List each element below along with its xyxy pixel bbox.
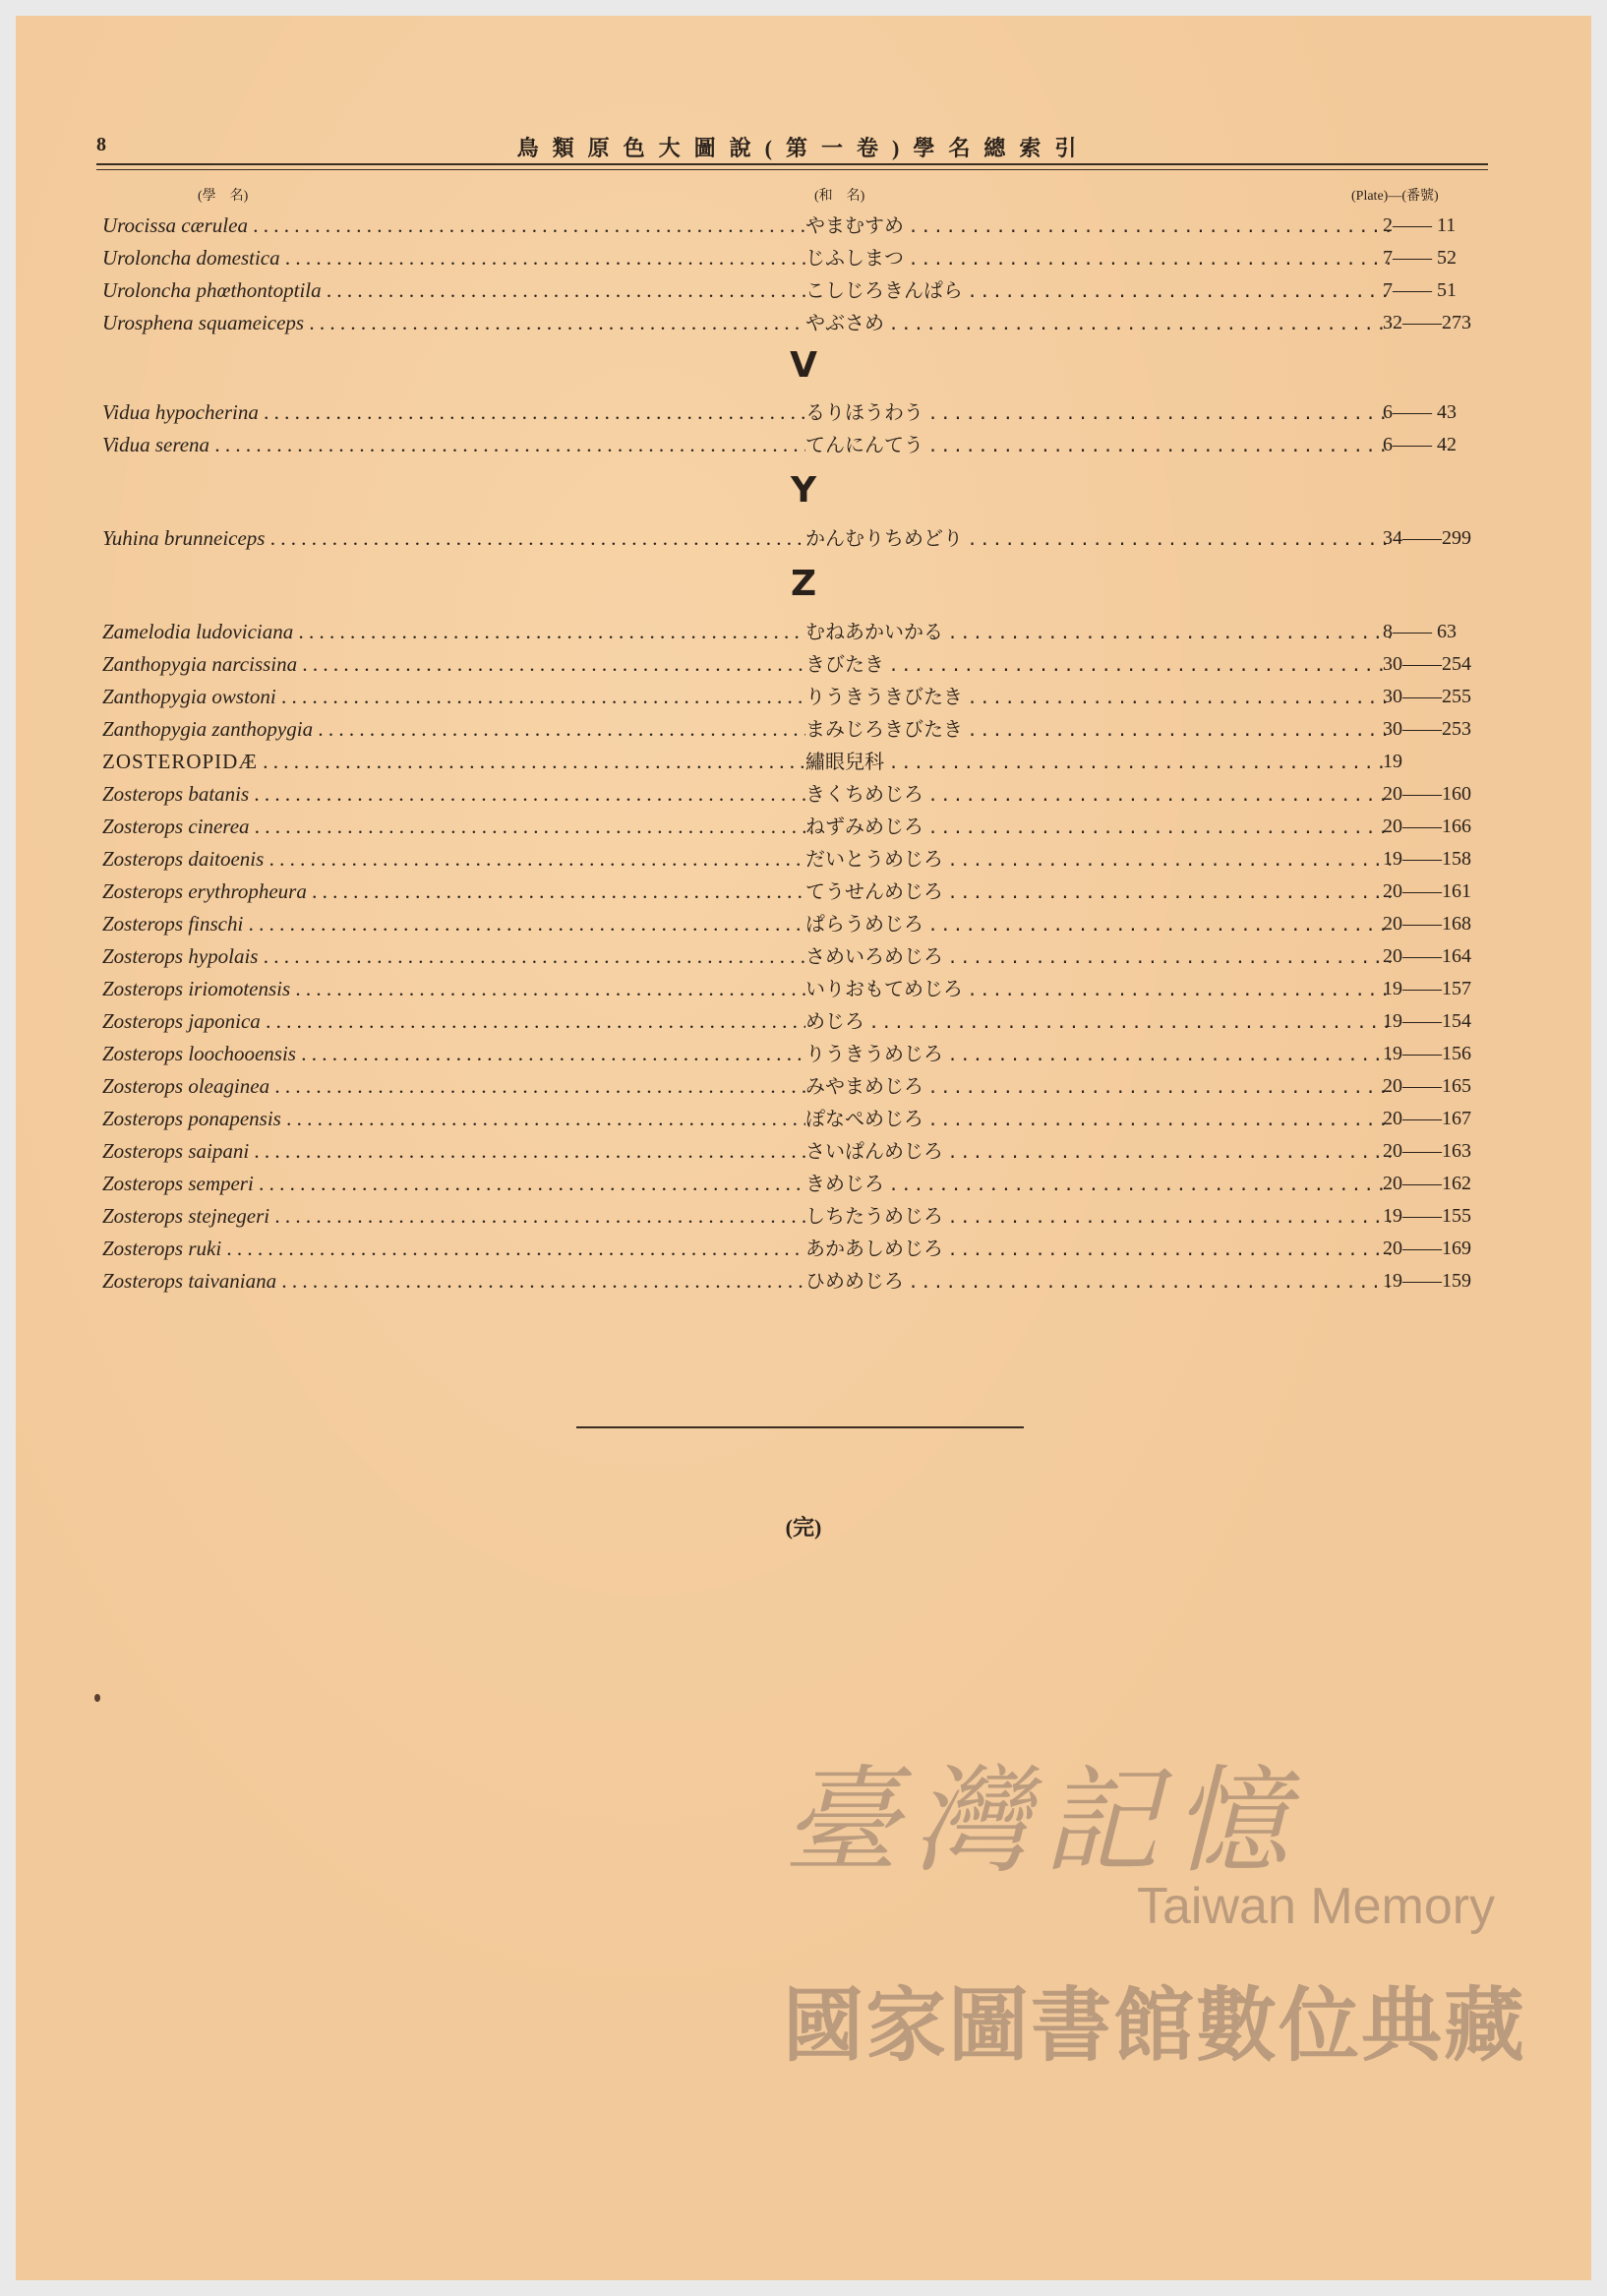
end-mark: (完): [785, 1515, 822, 1540]
japanese-name: りうきうめじろ . . .: [805, 1039, 1391, 1068]
watermark-calligraphy: 臺灣記憶: [783, 1753, 1303, 1889]
plate-reference: 19——159: [1383, 1270, 1471, 1292]
plate-reference: 8—— 63: [1383, 621, 1457, 642]
plate-reference: 19——156: [1383, 1043, 1471, 1064]
japanese-name: るりほうわう . . .: [805, 397, 1391, 427]
scientific-name: Urocissa cærulea . . .: [102, 211, 805, 240]
scientific-name: Zanthopygia zanthopygia . . .: [102, 714, 805, 744]
scientific-name: Zosterops erythropheura . . .: [102, 876, 805, 906]
header-rule: [96, 163, 1488, 165]
japanese-name: しちたうめじろ . . .: [805, 1201, 1391, 1231]
japanese-name: きびたき . . .: [805, 649, 1391, 679]
index-entry: [102, 682, 1491, 711]
index-entry: [102, 617, 1491, 646]
scientific-name: Zosterops iriomotensis . . .: [102, 974, 805, 1003]
index-entry: [102, 909, 1491, 938]
plate-reference: 20——163: [1383, 1140, 1471, 1162]
scientific-name: Zosterops cinerea . . .: [102, 812, 805, 841]
scientific-name: Zosterops oleaginea . . .: [102, 1071, 805, 1101]
index-entry: [102, 1201, 1491, 1231]
plate-reference: 30——254: [1383, 653, 1471, 675]
japanese-name: じふしまつ . . .: [805, 243, 1391, 272]
family-name: ZOSTEROPIDÆ . . .: [102, 747, 805, 776]
plate-reference: 20——168: [1383, 913, 1471, 935]
scientific-name: Vidua hypocherina . . .: [102, 397, 805, 427]
index-page: [16, 16, 1591, 2280]
japanese-name: やぶさめ . . .: [805, 308, 1391, 337]
scientific-name: Zosterops japonica . . .: [102, 1006, 805, 1036]
index-entry: [102, 779, 1491, 809]
index-entry: [102, 1234, 1491, 1263]
scientific-name: Zosterops hypolais . . .: [102, 941, 805, 971]
scientific-name: Zosterops ruki . . .: [102, 1234, 805, 1263]
index-entry: [102, 1006, 1491, 1036]
japanese-name: ぽなぺめじろ . . .: [805, 1104, 1391, 1133]
scientific-name: Zosterops semperi . . .: [102, 1169, 805, 1198]
japanese-name: てうせんめじろ . . .: [805, 876, 1391, 906]
plate-reference: 20——165: [1383, 1075, 1471, 1097]
japanese-name: ねずみめじろ . . .: [805, 812, 1391, 841]
plate-reference: 30——253: [1383, 718, 1471, 740]
header-rule-thin: [96, 169, 1488, 170]
scientific-name: Zosterops loochooensis . . .: [102, 1039, 805, 1068]
section-letter-y: Y: [790, 470, 817, 511]
plate-reference: 2—— 11: [1383, 214, 1457, 236]
scientific-name: Zosterops taivaniana . . .: [102, 1266, 805, 1296]
scientific-name: Urosphena squameiceps . . .: [102, 308, 805, 337]
japanese-name: まみじろきびたき . . .: [805, 714, 1391, 744]
end-rule: [576, 1426, 1024, 1428]
scientific-name: Zosterops stejnegeri . . .: [102, 1201, 805, 1231]
scientific-name: Vidua serena . . .: [102, 430, 805, 459]
index-entry: [102, 1104, 1491, 1133]
scientific-name: Zosterops daitoenis . . .: [102, 844, 805, 874]
plate-reference: 20——162: [1383, 1173, 1471, 1194]
plate-reference: 34——299: [1383, 527, 1471, 549]
column-header-plate: (Plate)—(番號): [1351, 189, 1439, 204]
ink-speck: [94, 1694, 100, 1702]
index-entry: [102, 812, 1491, 841]
watermark-english: Taiwan Memory: [1137, 1878, 1496, 1935]
plate-reference: 6—— 43: [1383, 401, 1457, 423]
plate-reference: 19: [1383, 751, 1402, 772]
plate-reference: 19——155: [1383, 1205, 1471, 1227]
column-header-japanese: (和 名): [814, 189, 865, 204]
index-entry: [102, 308, 1491, 337]
scientific-name: Zosterops ponapensis . . .: [102, 1104, 805, 1133]
plate-reference: 20——161: [1383, 880, 1471, 902]
scientific-name: Yuhina brunneiceps . . .: [102, 523, 805, 553]
plate-reference: 20——169: [1383, 1238, 1471, 1259]
scientific-name: Uroloncha domestica . . .: [102, 243, 805, 272]
plate-reference: 20——160: [1383, 783, 1471, 805]
japanese-name: めじろ . . .: [805, 1006, 1391, 1036]
japanese-name: みやまめじろ . . .: [805, 1071, 1391, 1101]
index-entry: [102, 649, 1491, 679]
japanese-name: さめいろめじろ . . .: [805, 941, 1391, 971]
japanese-name: こしじろきんぱら . . .: [805, 275, 1391, 305]
japanese-name: てんにんてう . . .: [805, 430, 1391, 459]
plate-reference: 20——167: [1383, 1108, 1471, 1129]
index-entry: [102, 1169, 1491, 1198]
plate-reference: 19——154: [1383, 1010, 1471, 1032]
japanese-name: かんむりちめどり . . .: [805, 523, 1391, 553]
page-number: 8: [96, 134, 106, 155]
index-entry: [102, 941, 1491, 971]
scientific-name: Zosterops finschi . . .: [102, 909, 805, 938]
japanese-name: さいぱんめじろ . . .: [805, 1136, 1391, 1166]
japanese-name: やまむすめ . . .: [805, 211, 1391, 240]
japanese-name: ひめめじろ . . .: [805, 1266, 1391, 1296]
column-header-scientific: (學 名): [198, 189, 249, 204]
index-entry: [102, 974, 1491, 1003]
index-entry: [102, 275, 1491, 305]
plate-reference: 20——166: [1383, 816, 1471, 837]
scientific-name: Zanthopygia narcissina . . .: [102, 649, 805, 679]
japanese-name: あかあしめじろ . . .: [805, 1234, 1391, 1263]
index-entry: [102, 844, 1491, 874]
index-entry: [102, 397, 1491, 427]
scientific-name: Zanthopygia owstoni . . .: [102, 682, 805, 711]
scientific-name: Zosterops saipani . . .: [102, 1136, 805, 1166]
japanese-name: だいとうめじろ . . .: [805, 844, 1391, 874]
plate-reference: 19——157: [1383, 978, 1471, 999]
index-entry: [102, 714, 1491, 744]
japanese-name: 繡眼兒科 . . .: [805, 747, 1391, 776]
plate-reference: 7—— 52: [1383, 247, 1457, 269]
japanese-name: むねあかいかる . . .: [805, 617, 1391, 646]
index-entry: [102, 876, 1491, 906]
index-entry: [102, 1071, 1491, 1101]
scientific-name: Uroloncha phœthontoptila . . .: [102, 275, 805, 305]
section-letter-v: V: [790, 345, 817, 386]
watermark-chinese: 國家圖書館數位典藏: [783, 1979, 1527, 2073]
index-entry: [102, 1266, 1491, 1296]
watermark: [763, 1727, 1530, 2101]
plate-reference: 32——273: [1383, 312, 1471, 333]
index-entry: [102, 243, 1491, 272]
index-entry: [102, 523, 1491, 553]
plate-reference: 30——255: [1383, 686, 1471, 707]
index-entry: [102, 1039, 1491, 1068]
section-letter-z: Z: [790, 564, 817, 604]
plate-reference: 6—— 42: [1383, 434, 1457, 455]
japanese-name: いりおもてめじろ . . .: [805, 974, 1391, 1003]
japanese-name: りうきうきびたき . . .: [805, 682, 1391, 711]
scientific-name: Zamelodia ludoviciana . . .: [102, 617, 805, 646]
scientific-name: Zosterops batanis . . .: [102, 779, 805, 809]
running-title: 鳥類原色大圖說(第一卷)學名總索引: [516, 136, 1091, 160]
index-entry: [102, 211, 1491, 240]
japanese-name: きくちめじろ . . .: [805, 779, 1391, 809]
index-entry: [102, 1136, 1491, 1166]
plate-reference: 19——158: [1383, 848, 1471, 870]
plate-reference: 20——164: [1383, 945, 1471, 967]
japanese-name: ぱらうめじろ . . .: [805, 909, 1391, 938]
plate-reference: 7—— 51: [1383, 279, 1457, 301]
japanese-name: きめじろ . . .: [805, 1169, 1391, 1198]
index-entry: [102, 747, 1491, 776]
index-entry: [102, 430, 1491, 459]
